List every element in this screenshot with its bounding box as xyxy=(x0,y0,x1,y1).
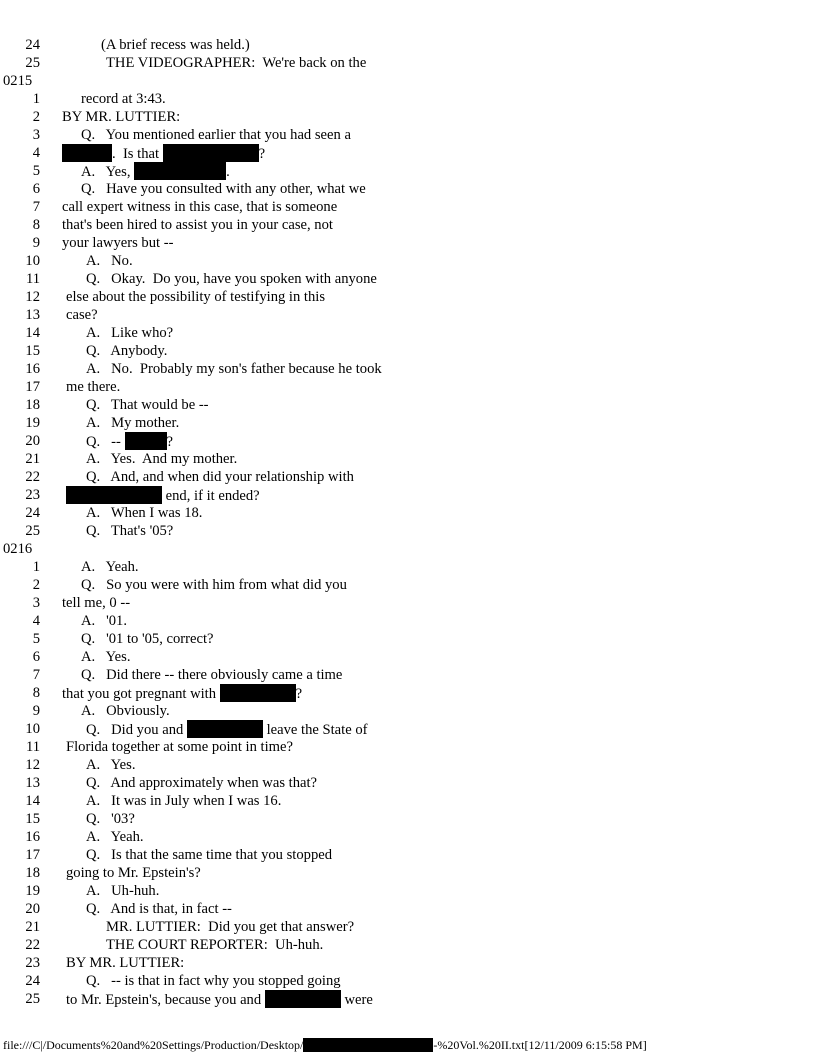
footer-path-suffix: -%20Vol.%20II.txt[12/11/2009 6:15:58 PM] xyxy=(433,1038,647,1052)
transcript-line xyxy=(0,180,816,198)
line-number: 16 xyxy=(25,361,40,377)
transcript-line xyxy=(0,450,816,468)
line-number: 12 xyxy=(25,289,40,305)
transcript-line xyxy=(0,198,816,216)
line-number: 25 xyxy=(25,55,40,71)
transcript-line xyxy=(0,738,816,756)
line-number: 24 xyxy=(25,37,40,53)
transcript-line xyxy=(0,522,816,540)
text-segment: BY MR. LUTTIER: xyxy=(66,955,185,971)
text-segment: (A brief recess was held.) xyxy=(101,37,250,53)
line-number: 15 xyxy=(25,343,40,359)
transcript-line xyxy=(0,954,816,972)
text-segment: THE COURT REPORTER: Uh-huh. xyxy=(106,937,324,953)
transcript-line xyxy=(0,684,816,702)
text-segment: BY MR. LUTTIER: xyxy=(62,109,181,125)
text-segment: A. When I was 18. xyxy=(86,505,203,521)
text-segment: Q. You mentioned earlier that you had seen a xyxy=(81,127,351,143)
line-text xyxy=(86,414,179,432)
text-segment: me there. xyxy=(66,379,121,395)
text-segment: that's been hired to assist you in your case, not xyxy=(62,217,333,233)
line-number: 25 xyxy=(25,991,40,1007)
text-segment: that you got pregnant with xyxy=(62,686,220,702)
transcript-line xyxy=(0,558,816,576)
line-number: 8 xyxy=(32,217,40,233)
transcript-line xyxy=(0,36,816,54)
redaction-block xyxy=(163,144,259,162)
text-segment: ? xyxy=(295,686,303,702)
line-number: 1 xyxy=(32,91,40,107)
transcript-line xyxy=(0,846,816,864)
line-text xyxy=(62,108,180,126)
line-number: 16 xyxy=(25,829,40,845)
line-number: 14 xyxy=(25,325,40,341)
line-text xyxy=(86,396,209,414)
line-text xyxy=(86,756,135,774)
text-segment: record at 3:43. xyxy=(81,91,166,107)
file-path-footer xyxy=(3,1037,647,1053)
text-segment: case? xyxy=(66,307,98,323)
redaction-block xyxy=(66,486,162,504)
line-number: 24 xyxy=(25,505,40,521)
line-text xyxy=(86,504,202,522)
transcript-line xyxy=(0,126,816,144)
transcript-line xyxy=(0,378,816,396)
line-number: 18 xyxy=(25,397,40,413)
line-number: 10 xyxy=(25,721,40,737)
transcript-line xyxy=(0,594,816,612)
line-text xyxy=(106,936,323,954)
page-number-label: 0216 xyxy=(3,541,33,557)
text-segment: call expert witness in this case, that is someone xyxy=(62,199,338,215)
transcript-line xyxy=(0,108,816,126)
redaction-block xyxy=(265,990,341,1008)
line-text xyxy=(86,360,382,378)
text-segment: tell me, 0 -- xyxy=(62,595,131,611)
line-text xyxy=(86,846,332,864)
text-segment: A. Yes. And my mother. xyxy=(86,451,238,467)
line-text xyxy=(66,990,373,1009)
text-segment: Q. '01 to '05, correct? xyxy=(81,631,214,647)
transcript-line xyxy=(0,306,816,324)
transcript-line xyxy=(0,396,816,414)
text-segment: A. My mother. xyxy=(86,415,180,431)
line-number: 21 xyxy=(25,451,40,467)
redaction-block xyxy=(125,432,167,450)
line-text xyxy=(81,702,170,720)
line-text xyxy=(81,630,214,648)
transcript-line xyxy=(0,576,816,594)
line-text xyxy=(81,90,166,108)
text-segment: end, if it ended? xyxy=(162,488,260,504)
transcript-line xyxy=(0,990,816,1008)
redaction-block xyxy=(187,720,263,738)
line-text xyxy=(86,342,167,360)
text-segment: Q. '03? xyxy=(86,811,135,827)
line-text xyxy=(86,252,133,270)
line-text xyxy=(86,828,144,846)
transcript-line xyxy=(0,720,816,738)
line-number: 7 xyxy=(32,199,40,215)
line-text xyxy=(81,180,366,198)
line-text xyxy=(86,882,159,900)
line-number: 7 xyxy=(32,667,40,683)
transcript-line xyxy=(0,918,816,936)
line-text xyxy=(86,522,173,540)
line-number: 23 xyxy=(25,487,40,503)
line-text xyxy=(86,270,377,288)
redaction-block xyxy=(220,684,296,702)
text-segment: Q. -- xyxy=(86,434,125,450)
text-segment: A. No. xyxy=(86,253,133,269)
text-segment: . xyxy=(226,164,230,180)
line-number: 15 xyxy=(25,811,40,827)
transcript-line xyxy=(0,972,816,990)
transcript-line xyxy=(0,828,816,846)
line-text xyxy=(81,558,139,576)
line-number: 5 xyxy=(32,163,40,179)
text-segment: leave the State of xyxy=(262,722,368,738)
line-number: 3 xyxy=(32,595,40,611)
line-text xyxy=(66,738,293,756)
transcript-line xyxy=(0,414,816,432)
line-number: 5 xyxy=(32,631,40,647)
line-number: 13 xyxy=(25,307,40,323)
text-segment: A. Obviously. xyxy=(81,703,170,719)
text-segment: going to Mr. Epstein's? xyxy=(66,865,201,881)
line-text xyxy=(86,792,281,810)
text-segment: THE VIDEOGRAPHER: We're back on the xyxy=(106,55,367,71)
line-number: 25 xyxy=(25,523,40,539)
line-text xyxy=(66,486,260,505)
line-text xyxy=(62,198,337,216)
text-segment: Q. So you were with him from what did you xyxy=(81,577,347,593)
transcript-line xyxy=(0,324,816,342)
line-text xyxy=(86,720,367,739)
text-segment: were xyxy=(340,992,373,1008)
page-number xyxy=(0,72,816,90)
line-text xyxy=(81,576,347,594)
line-number: 22 xyxy=(25,469,40,485)
text-segment: Q. Okay. Do you, have you spoken with anyone xyxy=(86,271,377,287)
line-text xyxy=(81,666,342,684)
text-segment: to Mr. Epstein's, because you and xyxy=(66,992,265,1008)
transcript-line xyxy=(0,810,816,828)
text-segment: Q. That's '05? xyxy=(86,523,174,539)
page-number xyxy=(0,540,816,558)
line-number: 9 xyxy=(32,235,40,251)
text-segment: A. Yes. xyxy=(81,649,131,665)
transcript-line xyxy=(0,504,816,522)
line-text xyxy=(86,774,317,792)
line-text xyxy=(66,306,98,324)
transcript-line xyxy=(0,360,816,378)
transcript-line xyxy=(0,270,816,288)
transcript-line xyxy=(0,234,816,252)
transcript-line xyxy=(0,936,816,954)
transcript-line xyxy=(0,162,816,180)
line-number: 8 xyxy=(32,685,40,701)
transcript-line xyxy=(0,774,816,792)
transcript-line xyxy=(0,630,816,648)
transcript-line xyxy=(0,648,816,666)
text-segment: A. Uh-huh. xyxy=(86,883,160,899)
line-number: 20 xyxy=(25,433,40,449)
footer-path-prefix: file:///C|/Documents%20and%20Settings/Production/Desktop/ xyxy=(3,1038,304,1052)
line-text xyxy=(81,612,127,630)
line-text xyxy=(86,900,232,918)
transcript-line xyxy=(0,216,816,234)
line-text xyxy=(62,594,130,612)
transcript-line xyxy=(0,54,816,72)
line-text xyxy=(106,918,354,936)
line-number: 10 xyxy=(25,253,40,269)
line-text xyxy=(62,216,333,234)
line-text xyxy=(86,810,135,828)
line-number: 13 xyxy=(25,775,40,791)
text-segment: A. '01. xyxy=(81,613,128,629)
transcript-line xyxy=(0,288,816,306)
line-text xyxy=(66,864,201,882)
line-number: 24 xyxy=(25,973,40,989)
line-text xyxy=(86,450,237,468)
line-number: 1 xyxy=(32,559,40,575)
transcript-line xyxy=(0,612,816,630)
line-number: 11 xyxy=(25,271,40,287)
text-segment: Q. Is that the same time that you stopped xyxy=(86,847,333,863)
line-text xyxy=(86,972,341,990)
transcript-line xyxy=(0,792,816,810)
line-number: 2 xyxy=(32,577,40,593)
transcript-line xyxy=(0,144,816,162)
line-text xyxy=(66,288,325,306)
line-text xyxy=(86,468,354,486)
text-segment: A. Yes, xyxy=(81,164,135,180)
line-number: 17 xyxy=(25,847,40,863)
transcript-line xyxy=(0,756,816,774)
line-text xyxy=(101,36,250,54)
transcript-line xyxy=(0,882,816,900)
redaction-block xyxy=(134,162,226,180)
line-number: 20 xyxy=(25,901,40,917)
line-number: 19 xyxy=(25,415,40,431)
line-text xyxy=(106,54,366,72)
text-segment: Florida together at some point in time? xyxy=(66,739,293,755)
transcript-line xyxy=(0,486,816,504)
text-segment: Q. And, and when did your relationship with xyxy=(86,469,354,485)
text-segment: . Is that xyxy=(112,146,163,162)
text-segment: else about the possibility of testifying in this xyxy=(66,289,326,305)
line-number: 6 xyxy=(32,649,40,665)
line-text xyxy=(86,324,173,342)
text-segment: Q. That would be -- xyxy=(86,397,209,413)
line-text xyxy=(66,378,120,396)
transcript-line xyxy=(0,342,816,360)
text-segment: Q. Anybody. xyxy=(86,343,168,359)
transcript-line xyxy=(0,90,816,108)
transcript-line xyxy=(0,468,816,486)
text-segment: A. Yeah. xyxy=(81,559,139,575)
line-text xyxy=(86,432,173,451)
line-number: 18 xyxy=(25,865,40,881)
line-number: 3 xyxy=(32,127,40,143)
text-segment: ? xyxy=(258,146,266,162)
text-segment: A. It was in July when I was 16. xyxy=(86,793,282,809)
transcript-line xyxy=(0,666,816,684)
text-segment: Q. And is that, in fact -- xyxy=(86,901,232,917)
redaction-block xyxy=(303,1038,433,1052)
text-segment: A. No. Probably my son's father because he took xyxy=(86,361,382,377)
transcript-line xyxy=(0,864,816,882)
line-number: 23 xyxy=(25,955,40,971)
line-number: 21 xyxy=(25,919,40,935)
redaction-block xyxy=(62,144,112,162)
text-segment: Q. Did you and xyxy=(86,722,187,738)
line-text xyxy=(62,234,173,252)
line-number: 2 xyxy=(32,109,40,125)
line-number: 19 xyxy=(25,883,40,899)
line-text xyxy=(81,648,130,666)
text-segment: MR. LUTTIER: Did you get that answer? xyxy=(106,919,355,935)
line-number: 12 xyxy=(25,757,40,773)
line-text xyxy=(81,126,351,144)
line-number: 14 xyxy=(25,793,40,809)
transcript-line xyxy=(0,432,816,450)
line-number: 11 xyxy=(25,739,40,755)
transcript-line xyxy=(0,702,816,720)
line-text xyxy=(81,162,230,181)
line-text xyxy=(62,684,302,703)
text-segment: your lawyers but -- xyxy=(62,235,174,251)
line-text xyxy=(66,954,184,972)
line-number: 4 xyxy=(32,613,40,629)
text-segment: ? xyxy=(166,434,173,450)
text-segment: A. Yes. xyxy=(86,757,136,773)
text-segment: A. Like who? xyxy=(86,325,174,341)
transcript-line xyxy=(0,900,816,918)
line-number: 6 xyxy=(32,181,40,197)
text-segment: Q. Have you consulted with any other, what we xyxy=(81,181,366,197)
line-number: 17 xyxy=(25,379,40,395)
line-number: 4 xyxy=(32,145,40,161)
page-number-label: 0215 xyxy=(3,73,33,89)
line-number: 9 xyxy=(32,703,40,719)
text-segment: Q. And approximately when was that? xyxy=(86,775,318,791)
text-segment: A. Yeah. xyxy=(86,829,144,845)
text-segment: Q. Did there -- there obviously came a time xyxy=(81,667,343,683)
transcript-line xyxy=(0,252,816,270)
line-text xyxy=(62,144,265,163)
line-number: 22 xyxy=(25,937,40,953)
text-segment: Q. -- is that in fact why you stopped going xyxy=(86,973,341,989)
